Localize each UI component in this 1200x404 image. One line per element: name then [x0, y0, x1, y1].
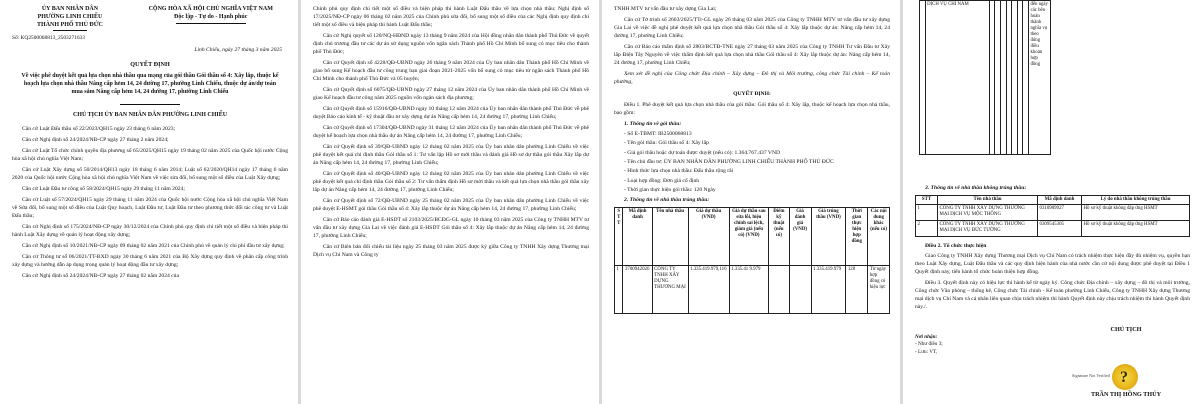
signer-title: CHỦ TỊCH	[1110, 326, 1142, 334]
table-header-cell: Tên nhà thầu	[652, 207, 688, 265]
nation-name: CỘNG HÒA XÃ HỘI CHỦ NGHĨA VIỆT NAM	[148, 6, 273, 12]
document-header	[12, 6, 288, 31]
table-header-cell: S T T	[615, 207, 623, 265]
recipient-item: - Lưu: VT,	[915, 348, 938, 355]
legal-basis: Căn cứ Thông tư số 06/2021/TT-BXD ngày 30 tháng 6 năm 2021 của Bộ Xây dựng quy định về phân cấp công trình xây dựng và hướng dẫn áp dụng trong quản lý hoạt động đầu tư xây dựng;	[12, 254, 288, 269]
table-cell: Hồ sơ kỹ thuật không đáp ứng HSMT	[1082, 205, 1190, 221]
table-cell: 1.335.419.979,116	[688, 265, 729, 313]
legal-basis: Căn cứ Quyết định số 72/QĐ-UBND ngày 25 tháng 02 năm 2025 của Ủy ban nhân dân phường Linh Chiểu về việc phê duyệt E-HSMT gói thầu Gói thầu số 4: Xây lắp thuộc dự án Nâng cấp hẻm 14, 24 đường 17, phường Linh Chiểu;	[313, 198, 589, 213]
article-3: Điều 3. Quyết định này có hiệu lực thi hành kể từ ngày ký. Công chức Địa chính – xây dựng – đô thị và môi trường, Công chức Văn phòng – thống kê, Công chức Tài chính - Kế toán phường Linh Chiểu, Công ty TNHH Xây dựng Thương mại dịch vụ Chí Nam và cá nhân liên quan chịu trách nhiệm thi hành Quyết định này chịu trách nhiệm thi hành Quyết định này./.	[915, 280, 1190, 310]
table-cell: CÔNG TY TNHH XÂY DỰNG THƯƠNG MẠI	[652, 265, 688, 313]
place-date: Linh Chiểu, ngày 27 tháng 3 năm 2025	[194, 47, 282, 54]
table-header-cell: Giá trúng thầu (VND)	[811, 207, 846, 265]
document-number: Số: KQ2500068813_2503271633	[12, 35, 85, 42]
legal-basis: Căn cứ Quyết định số 4228/QĐ-UBND ngày 26 tháng 9 năm 2024 của Ủy ban nhân dân Thành phố Hồ Chí Minh về giao bổ sung Kế hoạch đầu tư công trung hạn giai đoạn 2021-2025 vốn bổ sung có mục tiêu từ ngân sách Thành phố Hồ Chí Minh cho thành phố Thủ Đức và 05 huyện;	[313, 60, 589, 82]
legal-basis: TNHH MTV tư vấn đầu tư xây dựng Gia Lai;	[614, 6, 717, 12]
page-4	[903, 0, 1200, 404]
article-1: Điều 1. Phê duyệt kết quả lựa chọn nhà thầu của gói thầu: Gói thầu số 4: Xây lắp, thuộc kế hoạch lựa chọn nhà thầu, bao gồm:	[614, 101, 890, 116]
table-cell: 120	[846, 265, 868, 313]
legal-basis: Căn cứ Tờ trình số 2603/2025/TTr-GL ngày 26 tháng 03 năm 2025 của Công ty TNHH MTV tư vấn đầu tư xây dựng Gia Lai về việc đề nghị phê duyệt kết quả lựa chọn nhà thầu Gói thầu số 4: Xây lắp thuộc dự án: Nâng cấp hẻm 14, 24 đường 17, phường Linh Chiểu;	[614, 17, 890, 39]
legal-basis: Căn cứ Báo cáo thẩm định số 2803/BCTĐ-TNE ngày 27 tháng 03 năm 2025 của Công ty TNHH Tư vấn Đầu tư Xây lắp Điện Tây Nguyên về việc thẩm định kết quả lựa chọn nhà thầu Gói thầu số 4: Xây lắp thuộc dự án: Nâng cấp hẻm 14, 24 đường 17, phường Linh Chiểu;	[614, 44, 890, 66]
legal-basis: Căn cứ Luật Xây dựng số 50/2014/QH13 ngày 18 tháng 6 năm 2014; Luật số 62/2020/QH14 ngày 17 tháng 6 năm 2020 của Quốc hội nước Cộng hòa xã hội chủ nghĩa Việt Nam về việc sửa đổi, bổ sung một số điều của Luật Xây dựng;	[12, 166, 288, 181]
authority-line: CHỦ TỊCH ỦY BAN NHÂN DÂN PHƯỜNG LINH CHIỂU	[72, 112, 228, 119]
legal-basis: Căn cứ Quyết định số 39/QĐ-UBND ngày 12 tháng 02 năm 2025 của Ủy ban nhân dân phường Linh Chiểu về việc phê duyệt kết quả chỉ định thầu Gói thầu số 1: Tư vấn lập Hồ sơ mời thầu và đánh giá Hồ sơ dự thầu gói thầu Xây lắp dự án Nâng cấp hẻm 14, 24 đường 17, phường Linh Chiểu;	[313, 144, 589, 167]
legal-basis: Căn cứ Quyết định số 15916/QĐ-UBND ngày 10 tháng 12 năm 2024 của Ủy ban nhân dân thành phố Thủ Đức về phê duyệt Báo cáo kinh tế - kỹ thuật đầu tư xây dựng dự án Nâng cấp hẻm 14, 24 đường 17, phường Linh Chiểu;	[313, 106, 589, 120]
legal-basis: Căn cứ Luật Đấu thầu số 22/2023/QH15 ngày 23 tháng 6 năm 2023;	[22, 125, 176, 132]
package-info-line: - Giá gói thầu hoặc dự toán được duyệt (nếu có): 1.364.767.437 VND	[624, 149, 781, 156]
table-header-cell: Giá đánh giá (VND)	[789, 207, 811, 265]
table-row	[916, 205, 1190, 221]
package-info-heading: 1. Thông tin về gói thầu:	[624, 121, 682, 127]
legal-basis: Căn cứ Báo cáo đánh giá E-HSDT số 2103/2025/BCĐG-GL ngày 10 tháng 03 năm 2025 của Công ty TNHH MTV tư vấn đầu tư xây dựng Gia Lai về việc đánh giá E-HSDT Gói thầu số 4: Xây lắp thuộc dự án Nâng cấp hẻm 14, 24 đường 17, phường Linh Chiểu;	[313, 217, 589, 240]
table-row	[920, 1, 1051, 155]
motto-underline	[176, 23, 246, 24]
table-cell: 0310909927	[1038, 205, 1082, 221]
legal-basis: Căn cứ Biên bản đối chiếu tài liệu ngày 25 tháng 03 năm 2025 được ký giữa Công ty TNHH Xây dựng Thương mại Dịch vụ Chí Nam và Công ty	[313, 244, 589, 259]
signature-status: Signature Not Verified	[1072, 373, 1110, 379]
legal-basis: Căn cứ Nghị định số 10/2021/NĐ-CP ngày 09 tháng 02 năm 2021 của Chính phủ về quản lý chi phí đầu tư xây dựng;	[22, 243, 285, 250]
table-cell: 1	[615, 265, 623, 313]
table-cell: 3700942026	[623, 265, 652, 313]
org-underline	[53, 30, 87, 31]
winning-bidder-table-continued	[919, 0, 1051, 155]
table-cell: 1	[916, 205, 938, 221]
document-title: QUYẾT ĐỊNH	[130, 61, 170, 68]
table-cell	[789, 265, 811, 313]
legal-basis: Căn cứ Nghị định số 24/2024/NĐ-CP ngày 27 tháng 2 năm 2024;	[22, 136, 169, 143]
decision-heading: QUYẾT ĐỊNH:	[733, 91, 771, 97]
table-cell: 2	[916, 221, 938, 237]
legal-bases	[12, 126, 288, 282]
article-2-heading: Điều 2. Tổ chức thực hiện	[925, 243, 987, 250]
package-info-line: - Loại hợp đồng: Đơn giá cố định	[624, 177, 700, 184]
package-info-line: - Số E-TBMT: IB2500068813	[624, 130, 692, 137]
table-header-cell: Mã định danh	[1038, 195, 1082, 204]
recipients-label: Nơi nhận:	[915, 333, 938, 340]
table-row	[615, 265, 890, 313]
table-header-cell: Tên nhà thầu	[938, 195, 1038, 204]
winner-info-heading: 2. Thông tin về nhà thầu trúng thầu:	[624, 196, 710, 203]
table-cell	[769, 265, 790, 313]
table-cell: 0309545305	[1038, 221, 1082, 237]
package-info-line: - Tên gói thầu: Gói thầu số 4: Xây lắp	[624, 140, 709, 147]
legal-basis: Chính phủ quy định chi tiết một số điều và biện pháp thi hành Luật Đấu thầu về lựa chọn nhà thầu; Nghị định số 17/2025/NĐ-CP ngày 06 tháng 02 năm 2025 của Chính phủ sửa đổi, bổ sung một số điều của các Nghị định quy định chi tiết một số điều và biện pháp thi hành Luật Đấu thầu;	[313, 6, 589, 28]
table-cell: 1.335.41 9.979	[729, 265, 768, 313]
article-2-text: Giao Công ty TNHH Xây dựng Thương mại Dịch vụ Chí Nam có trách nhiệm thực hiện đầy đủ nhiệm vụ, quyền hạn theo Luật Xây dựng, Luật Đấu thầu và các quy định hiện hành của nhà nước cần cứ nội dung được phê duyệt tại Điều 1 Quyết định này, tiến hành tổ chức hoàn thiện hợp đồng.	[915, 253, 1190, 275]
digital-signature-seal-icon	[1112, 364, 1138, 390]
national-motto: Độc lập - Tự do - Hạnh phúc	[174, 13, 248, 20]
table-cell: CÔNG TY TNHH XÂY DỰNG THƯƠNG MẠI DỊCH VỤ ĐỨC TƯỜNG	[938, 221, 1038, 237]
subject-separator	[120, 104, 180, 105]
table-header-cell: STT	[916, 195, 938, 204]
package-info-line: - Hình thức lựa chọn nhà thầu: Đấu thầu rộng rãi	[624, 168, 734, 175]
table-header-cell: Giá dự thầu (VND)	[688, 207, 729, 265]
table-cell: DỊCH VỤ CHÍ NAM	[925, 1, 989, 155]
package-info-line: - Thời gian thực hiện gói thầu: 120 Ngày	[624, 186, 716, 193]
losing-bidders-heading: 3. Thông tin về nhà thầu không trúng thầu:	[925, 185, 1027, 191]
losing-bidders-table	[915, 195, 1190, 237]
legal-basis: Căn cứ Luật Tổ chức chính quyền địa phương số 65/2025/QH15 ngày 19 tháng 02 năm 2025 của Quốc hội nước Cộng hòa xã hội chủ nghĩa Việt Nam;	[12, 147, 288, 162]
table-header-cell: Các nội dung khác (nếu có)	[868, 207, 890, 265]
page-1	[0, 0, 298, 404]
table-header-cell: Giá dự thầu sau sửa lỗi, hiệu chỉnh sai lệch, giảm giá (nếu có) (VND)	[729, 207, 768, 265]
package-info-line: - Tên chủ đầu tư: ỦY BAN NHÂN DÂN PHƯỜNG LINH CHIỂU THÀNH PHỐ THỦ ĐỨC	[624, 158, 834, 165]
table-row	[916, 221, 1190, 237]
table-cell: Từ ngày hợp đồng có hiệu lực	[868, 265, 890, 313]
legal-basis: Căn cứ Luật số 57/2024/QH15 ngày 29 tháng 11 năm 2024 của Quốc hội nước Cộng hòa xã hội chủ nghĩa Việt Nam về Sửa đổi, bổ sung một số điều của Luật Quy hoạch, Luật Đầu tư, Luật Đầu tư theo phương thức đối tác công tư và Luật Đấu thầu;	[12, 197, 288, 219]
page-2	[301, 0, 599, 404]
legal-basis: Căn cứ Nghị định số 24/2024/NĐ-CP ngày 27 tháng 02 năm 2024 của	[22, 273, 179, 280]
table-cell: đến ngày các bên hoàn thành nghĩa vụ theo đúng điều khoản hợp đồng	[1029, 1, 1051, 155]
legal-basis: Căn cứ Quyết định số 17304/QĐ-UBND ngày 31 tháng 12 năm 2024 của Ủy ban nhân dân thành phố Thủ Đức về phê duyệt kế hoạch lựa chọn nhà thầu dự án Nâng cấp hẻm 14, 24 đường 17, phường Linh Chiểu;	[313, 125, 589, 140]
page-3	[602, 0, 900, 404]
signer-name: TRẦN THỊ HỒNG THÚY	[1090, 391, 1162, 399]
table-header-row	[916, 195, 1190, 204]
winning-bidder-table	[614, 207, 890, 314]
table-header-cell: Thời gian thực hiện hợp đồng	[846, 207, 868, 265]
table-header-cell: Điểm kỹ thuật (nếu có)	[769, 207, 790, 265]
table-header-row	[615, 207, 890, 265]
seal-question-mark: ?	[1120, 369, 1128, 386]
legal-basis: Căn cứ Quyết định số 6075/QĐ-UBND ngày 27 tháng 12 năm 2024 của Ủy ban nhân dân thành phố Hồ Chí Minh về giao Kế hoạch đầu tư công năm 2025 nguồn vốn ngân sách địa phương;	[313, 87, 589, 101]
table-cell: 1.335.419.979	[811, 265, 846, 313]
document-subject: Về việc phê duyệt kết quả lựa chọn nhà thầu qua mạng của gói thầu Gói thầu số 4: Xây lắp, thuộc kế hoạch lựa chọn nhà thầu Nâng cấp hẻm 14, 24 đường 17, phường Linh Chiểu, thuộc dự án/dự toán mua sắm Nâng cấp hẻm 14, 24 đường 17, phường Linh Chiểu	[21, 72, 279, 95]
national-header	[133, 6, 288, 31]
table-cell: Hồ sơ kỹ thuật không đáp ứng HSMT	[1082, 221, 1190, 237]
table-header-cell: Lý do nhà thầu không trúng thầu	[1082, 195, 1190, 204]
recipients-block	[915, 334, 943, 356]
table-cell: CÔNG TY TNHH XÂY DỰNG THƯƠNG MẠI DỊCH VỤ MỘC THÔNG	[938, 205, 1038, 221]
table-header-cell: Mã định danh	[623, 207, 652, 265]
issuing-org-name: ỦY BAN NHÂN DÂN PHƯỜNG LINH CHIỂU THÀNH PHỐ THỦ ĐỨC	[37, 6, 103, 28]
issuing-org	[12, 6, 128, 31]
legal-basis: Xem xét đề nghị của Công chức Địa chính – Xây dựng – Đô thị và Môi trường, công chức Tài chính – Kế toán phường,	[614, 71, 890, 86]
recipient-item: - Như điều 3;	[915, 341, 943, 348]
legal-basis: Căn cứ Luật Đầu tư công số 58/2024/QH15 ngày 29 tháng 11 năm 2024;	[22, 185, 185, 192]
legal-basis: Căn cứ Nghị quyết số 120/NQ-HĐND ngày 13 tháng 9 năm 2024 của Hội đồng nhân dân thành phố Thủ Đức về quyết định chủ trương đầu tư các dự án sử dụng nguồn vốn ngân sách Thành phố Hồ Chí Minh bổ sung có mục tiêu cho thành phố Thủ Đức;	[313, 33, 589, 55]
legal-basis: Căn cứ Nghị định số 175/2024/NĐ-CP ngày 30/12/2024 của Chính phủ quy định chi tiết một số điều và biện pháp thi hành Luật Xây dựng về quản lý hoạt động xây dựng;	[12, 224, 288, 239]
legal-basis: Căn cứ Quyết định số 40/QĐ-UBND ngày 12 tháng 02 năm 2025 của Ủy ban nhân dân phường Linh Chiểu về việc phê duyệt kết quả chỉ định thầu Gói thầu số 2: Tư vấn thẩm định Hồ sơ mời thầu và kết quả lựa chọn nhà thầu gói thầu xây lắp dự án Nâng cấp hẻm 14, 24 đường 17, phường Linh Chiểu;	[313, 171, 589, 194]
